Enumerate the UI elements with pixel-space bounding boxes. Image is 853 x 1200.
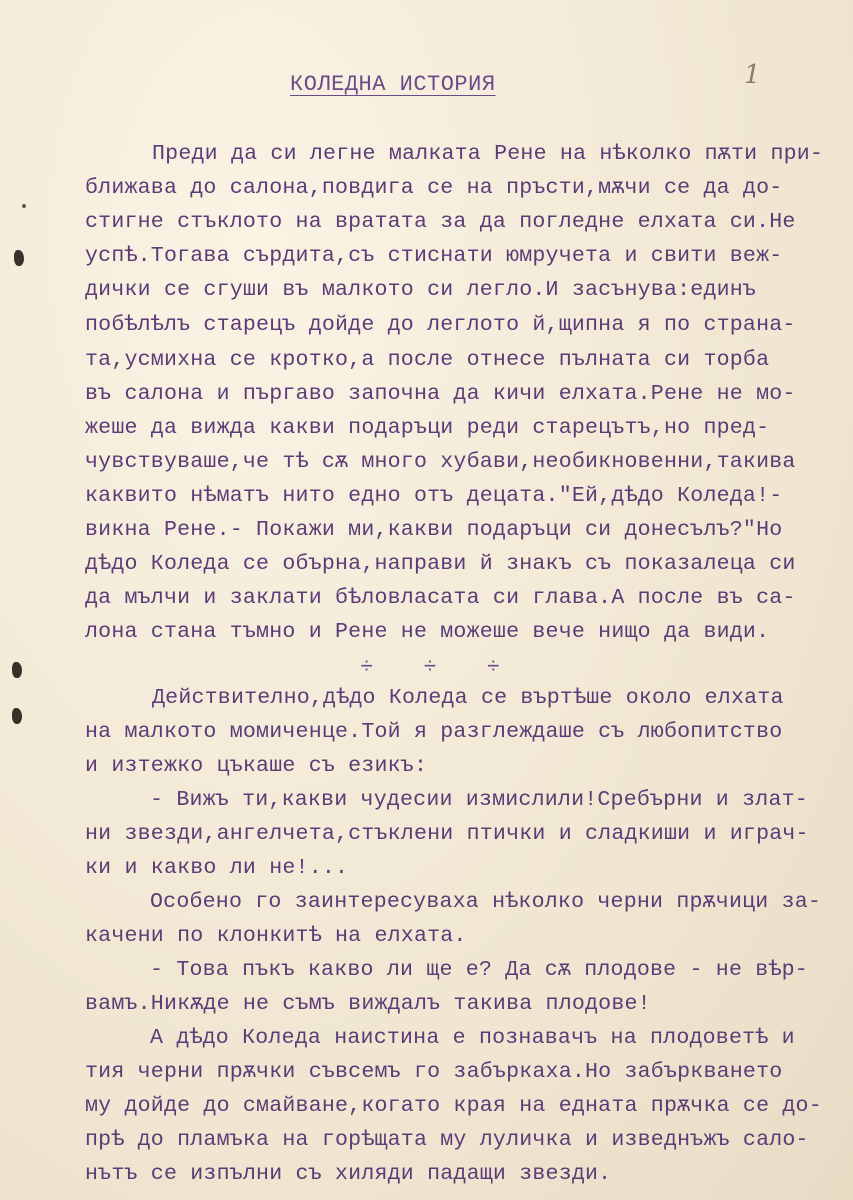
paper-speck [22,204,26,208]
divider-mark: ÷ [423,655,437,680]
text-line: успѣ.Тогава сърдита,съ стиснати юмручета и свити веж- [85,244,783,268]
text-line: дички се сгуши въ малкото си легло.И засънува:единъ [85,278,757,302]
divider-mark: ÷ [360,655,374,680]
text-line: Преди да си легне малката Рене на нѣколко пѫти при- [152,142,824,166]
text-line: тия черни прѫчки съвсемъ го забъркаха.Но забъркването [85,1060,783,1084]
punch-hole-mark [12,662,22,678]
punch-hole-mark [14,250,24,266]
text-line: ки и какво ли не!... [85,856,349,880]
text-line: на малкото момиченце.Той я разглеждаше съ любопитство [85,720,783,744]
text-line: прѣ до пламъка на горѣщата му луличка и изведнъжъ сало- [85,1128,809,1152]
text-line: му дойде до смайване,когато края на едната прѫчка се до- [85,1094,822,1118]
text-line: чувствуваше,че тѣ сѫ много хубави,необикновенни,такива [85,450,796,474]
text-line: викна Рене.- Покажи ми,какви подаръци си донесълъ?"Но [85,518,783,542]
text-line: каквито нѣматъ нито едно отъ децата."Ей,дѣдо Коледа!- [85,484,783,508]
text-line: А дѣдо Коледа наистина е познавачъ на плодоветѣ и [150,1026,795,1050]
text-line: качени по клонкитѣ на елхата. [85,924,467,948]
divider-mark: ÷ [486,655,500,680]
punch-hole-mark [12,708,22,724]
text-line: стигне стъклото на вратата за да погледне елхата си.Не [85,210,796,234]
text-line: нътъ се изпълни съ хиляди падащи звезди. [85,1162,612,1186]
text-line: - Вижъ ти,какви чудесии измислили!Сребърни и злат- [150,788,808,812]
page-title: КОЛЕДНА ИСТОРИЯ [290,72,496,97]
page-number: 1 [744,60,761,90]
section-divider [360,655,500,680]
text-line: жеше да вижда какви подаръци реди старецътъ,но пред- [85,416,770,440]
text-line: лона стана тъмно и Рене не можеше вече нищо да види. [85,620,770,644]
text-line: - Това пъкъ какво ли ще е? Да сѫ плодове - не вѣр- [150,958,808,982]
text-line: побѣлѣлъ старецъ дойде до леглото й,щипна я по страна- [85,313,796,337]
text-line: та,усмихна се кротко,а после отнесе пълната си торба [85,348,770,372]
text-line: ближава до салона,повдига се на пръсти,мѫчи се да до- [85,176,783,200]
text-line: ни звезди,ангелчета,стъклени птички и сладкиши и играч- [85,822,809,846]
text-line: да мълчи и заклати бѣловласата си глава.А после въ са- [85,586,796,610]
text-line: и изтежко цъкаше съ езикъ: [85,754,428,778]
text-line: вамъ.Никѫде не съмъ виждалъ такива плодове! [85,992,651,1016]
text-line: въ салона и пъргаво започна да кичи елхата.Рене не мо- [85,382,796,406]
text-line: Действително,дѣдо Коледа се въртѣше около елхата [152,686,784,710]
text-line: Особено го заинтересуваха нѣколко черни прѫчици за- [150,890,822,914]
text-line: дѣдо Коледа се обърна,направи й знакъ съ показалеца си [85,552,796,576]
